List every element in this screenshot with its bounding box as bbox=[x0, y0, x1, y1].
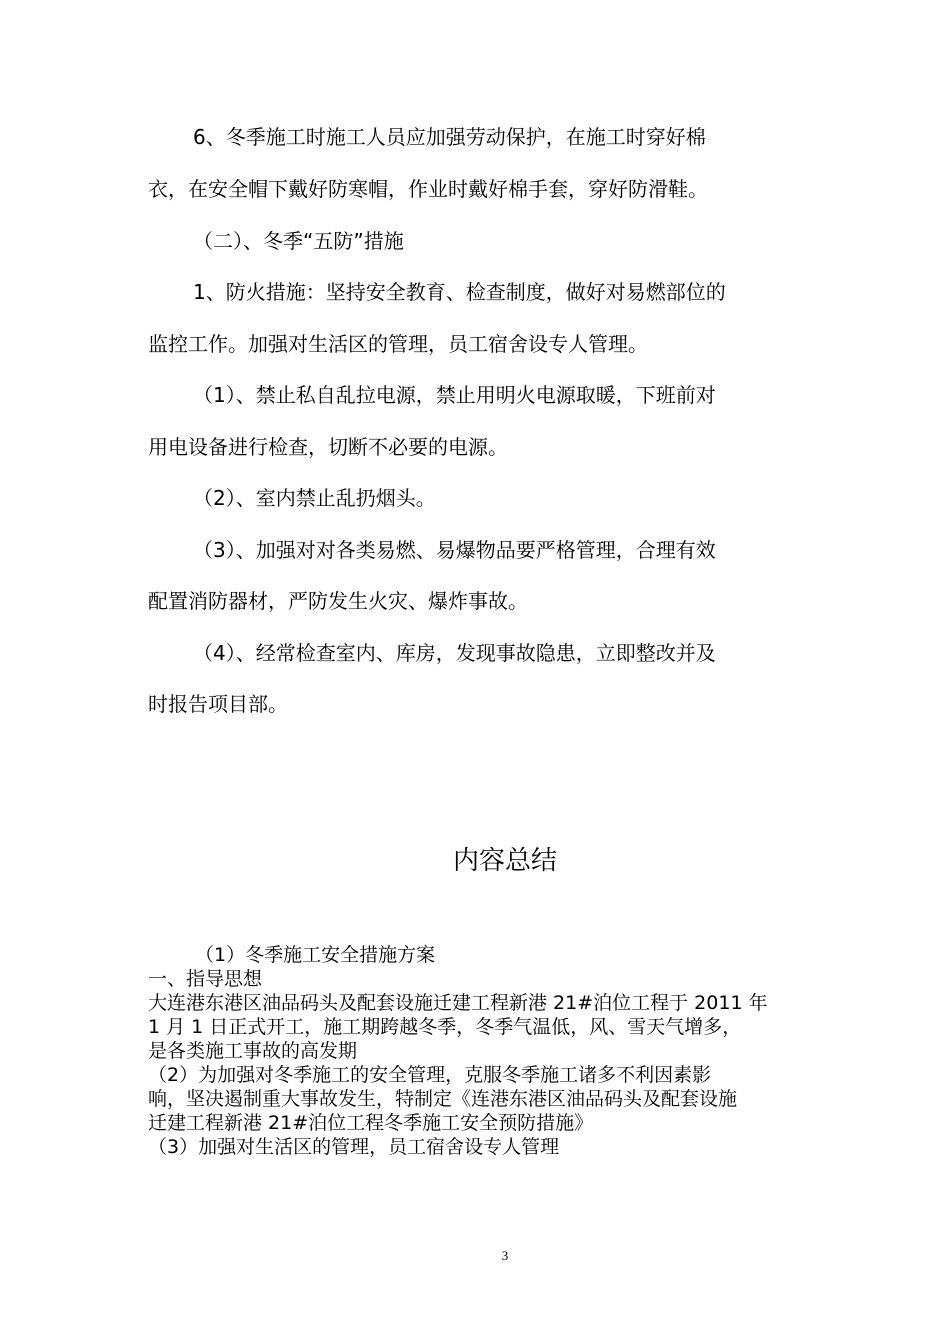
paragraph-line: 1、防火措施：坚持安全教育、检查制度，做好对易燃部位的 bbox=[193, 280, 726, 304]
page-number: 3 bbox=[501, 1248, 509, 1263]
summary-line: 一、指导思想 bbox=[148, 968, 263, 990]
section-heading: （二）、冬季“五防”措施 bbox=[193, 229, 404, 253]
summary-line: （1）冬季施工安全措施方案 bbox=[195, 944, 436, 966]
summary-title: 内容总结 bbox=[452, 846, 557, 876]
paragraph-line: 衣，在安全帽下戴好防寒帽，作业时戴好棉手套，穿好防滑鞋。 bbox=[148, 177, 708, 201]
paragraph-line: （1）、禁止私自乱拉电源，禁止用明火电源取暖，下班前对 bbox=[193, 383, 716, 407]
summary-line: 迁建工程新港 21#泊位工程冬季施工安全预防措施》 bbox=[148, 1112, 594, 1134]
paragraph-line: （2）、室内禁止乱扔烟头。 bbox=[193, 486, 436, 510]
summary-line: （3）加强对生活区的管理，员工宿舍设专人管理 bbox=[148, 1136, 560, 1158]
paragraph-line: 用电设备进行检查，切断不必要的电源。 bbox=[148, 435, 508, 459]
paragraph-line: 时报告项目部。 bbox=[148, 692, 288, 716]
paragraph-line: 配置消防器材，严防发生火灾、爆炸事故。 bbox=[148, 589, 528, 613]
summary-line: （2）为加强对冬季施工的安全管理，克服冬季施工诸多不利因素影 bbox=[148, 1064, 712, 1086]
summary-line: 1 月 1 日正式开工，施工期跨越冬季，冬季气温低，风、雪天气增多， bbox=[148, 1016, 742, 1038]
paragraph-line: 监控工作。加强对生活区的管理，员工宿舍设专人管理。 bbox=[148, 332, 648, 356]
paragraph-line: （3）、加强对对各类易燃、易爆物品要严格管理，合理有效 bbox=[193, 538, 716, 562]
summary-line: 大连港东港区油品码头及配套设施迁建工程新港 21#泊位工程于 2011 年 bbox=[148, 992, 768, 1014]
summary-line: 响，坚决遏制重大事故发生，特制定《连港东港区油品码头及配套设施 bbox=[148, 1088, 738, 1110]
paragraph-line: （4）、经常检查室内、库房，发现事故隐患，立即整改并及 bbox=[193, 641, 716, 665]
summary-line: 是各类施工事故的高发期 bbox=[148, 1040, 358, 1062]
paragraph-line: 6、冬季施工时施工人员应加强劳动保护，在施工时穿好棉 bbox=[193, 125, 706, 149]
